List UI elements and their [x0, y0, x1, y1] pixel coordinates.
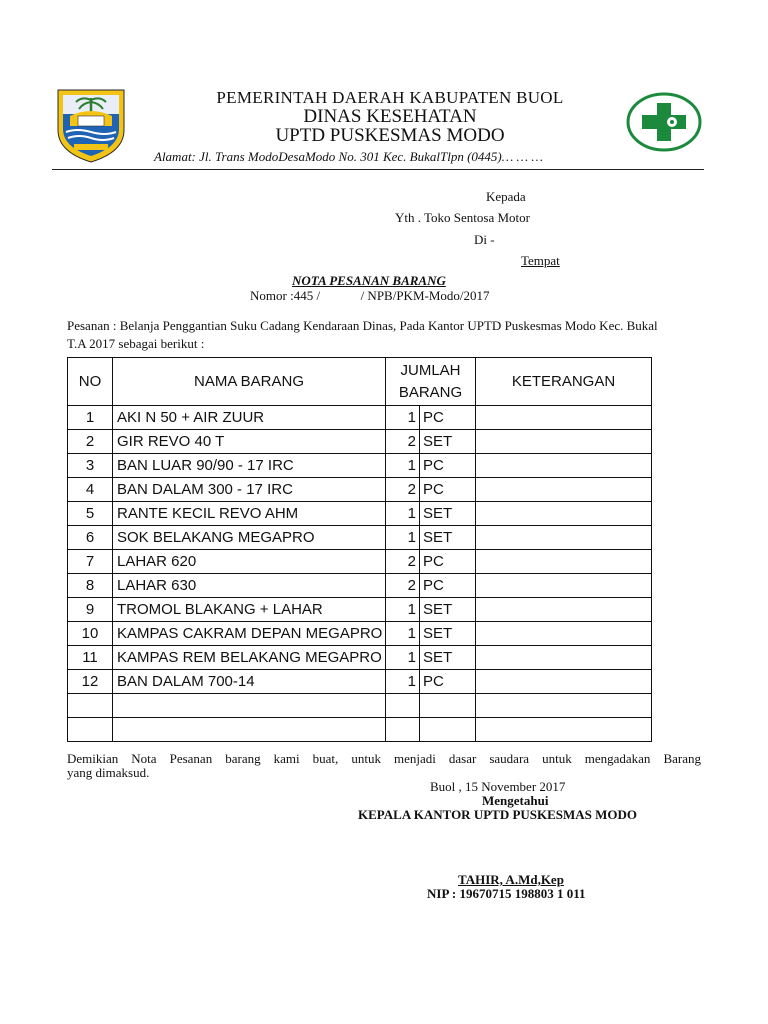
items-body — [68, 406, 652, 742]
row-nama-barang: SOK BELAKANG MEGAPRO — [113, 526, 386, 550]
row-keterangan — [476, 526, 652, 550]
table-row — [68, 526, 652, 550]
row-keterangan — [476, 454, 652, 478]
row-keterangan — [476, 646, 652, 670]
row-nama-barang: KAMPAS REM BELAKANG MEGAPRO — [113, 646, 386, 670]
intro-line-2: T.A 2017 sebagai berikut : — [67, 336, 205, 351]
row-unit: SET — [420, 526, 476, 550]
letterhead-agency: DINAS KESEHATAN — [303, 106, 477, 127]
recipient-di: Di - — [474, 232, 495, 247]
row-unit: SET — [420, 622, 476, 646]
table-row — [68, 598, 652, 622]
row-no: 11 — [68, 646, 113, 670]
table-row — [68, 550, 652, 574]
document-number-prefix: Nomor :445 / — [250, 288, 321, 303]
recipient-kepada: Kepada — [486, 189, 526, 204]
empty-cell — [420, 694, 476, 718]
closing-line-1: Demikian Nota Pesanan barang kami buat, untuk menjadi dasar saudara untuk mengadakan Barang — [67, 751, 701, 766]
table-row — [68, 574, 652, 598]
row-qty: 1 — [386, 646, 420, 670]
row-unit: PC — [420, 478, 476, 502]
row-keterangan — [476, 670, 652, 694]
table-row — [68, 622, 652, 646]
row-keterangan — [476, 478, 652, 502]
row-keterangan — [476, 598, 652, 622]
row-no: 5 — [68, 502, 113, 526]
recipient-place: Tempat — [521, 253, 560, 268]
row-no: 10 — [68, 622, 113, 646]
row-keterangan — [476, 502, 652, 526]
empty-cell — [476, 694, 652, 718]
row-nama-barang: BAN DALAM 300 - 17 IRC — [113, 478, 386, 502]
empty-cell — [386, 718, 420, 742]
row-no: 12 — [68, 670, 113, 694]
closing-line-2: yang dimaksud. — [67, 765, 150, 780]
row-nama-barang: LAHAR 630 — [113, 574, 386, 598]
row-nama-barang: RANTE KECIL REVO AHM — [113, 502, 386, 526]
items-table — [67, 357, 652, 742]
row-qty: 1 — [386, 502, 420, 526]
table-row-empty — [68, 718, 652, 742]
table-row — [68, 430, 652, 454]
row-keterangan — [476, 574, 652, 598]
table-row — [68, 478, 652, 502]
table-row — [68, 670, 652, 694]
row-unit: SET — [420, 646, 476, 670]
row-keterangan — [476, 406, 652, 430]
row-keterangan — [476, 622, 652, 646]
row-qty: 1 — [386, 598, 420, 622]
row-nama-barang: GIR REVO 40 T — [113, 430, 386, 454]
row-unit: PC — [420, 550, 476, 574]
row-nama-barang: BAN DALAM 700-14 — [113, 670, 386, 694]
header-jumlah: JUMLAH — [400, 361, 461, 379]
document-number-suffix: / NPB/PKM-Modo/2017 — [360, 288, 490, 303]
document-title: NOTA PESANAN BARANG — [292, 273, 446, 288]
row-unit: PC — [420, 406, 476, 430]
row-keterangan — [476, 550, 652, 574]
row-nama-barang: LAHAR 620 — [113, 550, 386, 574]
signatory-nip: NIP : 19670715 198803 1 011 — [427, 886, 586, 901]
row-qty: 1 — [386, 406, 420, 430]
row-qty: 1 — [386, 526, 420, 550]
table-header-row — [68, 358, 652, 406]
row-unit: PC — [420, 454, 476, 478]
row-qty: 1 — [386, 454, 420, 478]
empty-cell — [476, 718, 652, 742]
row-no: 4 — [68, 478, 113, 502]
header-no: NO — [68, 358, 113, 406]
row-qty: 1 — [386, 622, 420, 646]
table-row — [68, 454, 652, 478]
table-row — [68, 406, 652, 430]
signature-place-date: Buol , 15 November 2017 — [430, 779, 566, 794]
row-no: 3 — [68, 454, 113, 478]
row-qty: 2 — [386, 550, 420, 574]
empty-cell — [420, 718, 476, 742]
row-nama-barang: KAMPAS CAKRAM DEPAN MEGAPRO — [113, 622, 386, 646]
row-keterangan — [476, 430, 652, 454]
row-unit: PC — [420, 574, 476, 598]
row-no: 7 — [68, 550, 113, 574]
header-jumlah-barang — [386, 358, 476, 406]
row-qty: 1 — [386, 670, 420, 694]
empty-cell — [113, 718, 386, 742]
row-no: 2 — [68, 430, 113, 454]
empty-cell — [68, 694, 113, 718]
row-nama-barang: AKI N 50 + AIR ZUUR — [113, 406, 386, 430]
table-row — [68, 646, 652, 670]
empty-cell — [386, 694, 420, 718]
recipient-name: Yth . Toko Sentosa Motor — [395, 210, 530, 225]
regency-crest-icon — [52, 86, 130, 164]
row-unit: SET — [420, 430, 476, 454]
row-no: 8 — [68, 574, 113, 598]
signatory-name: TAHIR, A.Md,Kep — [458, 872, 564, 887]
table-row-empty — [68, 694, 652, 718]
intro-line-1: Pesanan : Belanja Penggantian Suku Cadang Kendaraan Dinas, Pada Kantor UPTD Puskesmas Modo Kec. Bukal — [67, 318, 658, 333]
empty-cell — [68, 718, 113, 742]
row-nama-barang: BAN LUAR 90/90 - 17 IRC — [113, 454, 386, 478]
row-no: 1 — [68, 406, 113, 430]
letterhead-unit: UPTD PUSKESMAS MODO — [275, 125, 505, 146]
row-nama-barang: TROMOL BLAKANG + LAHAR — [113, 598, 386, 622]
signature-office: KEPALA KANTOR UPTD PUSKESMAS MODO — [358, 807, 638, 822]
row-no: 9 — [68, 598, 113, 622]
header-keterangan: KETERANGAN — [476, 358, 652, 406]
row-qty: 2 — [386, 430, 420, 454]
header-nama-barang: NAMA BARANG — [113, 358, 386, 406]
row-unit: PC — [420, 670, 476, 694]
table-row — [68, 502, 652, 526]
row-unit: SET — [420, 598, 476, 622]
row-qty: 2 — [386, 478, 420, 502]
letterhead-divider — [52, 169, 704, 170]
row-no: 6 — [68, 526, 113, 550]
empty-cell — [113, 694, 386, 718]
row-unit: SET — [420, 502, 476, 526]
signature-mengetahui: Mengetahui — [482, 793, 549, 808]
header-barang: BARANG — [398, 383, 463, 401]
letterhead-address: Alamat: Jl. Trans ModoDesaModo No. 301 Kec. BukalTlpn (0445)… … … — [154, 149, 543, 164]
letterhead-government: PEMERINTAH DAERAH KABUPATEN BUOL — [216, 88, 564, 107]
row-qty: 2 — [386, 574, 420, 598]
document-number — [250, 288, 490, 304]
